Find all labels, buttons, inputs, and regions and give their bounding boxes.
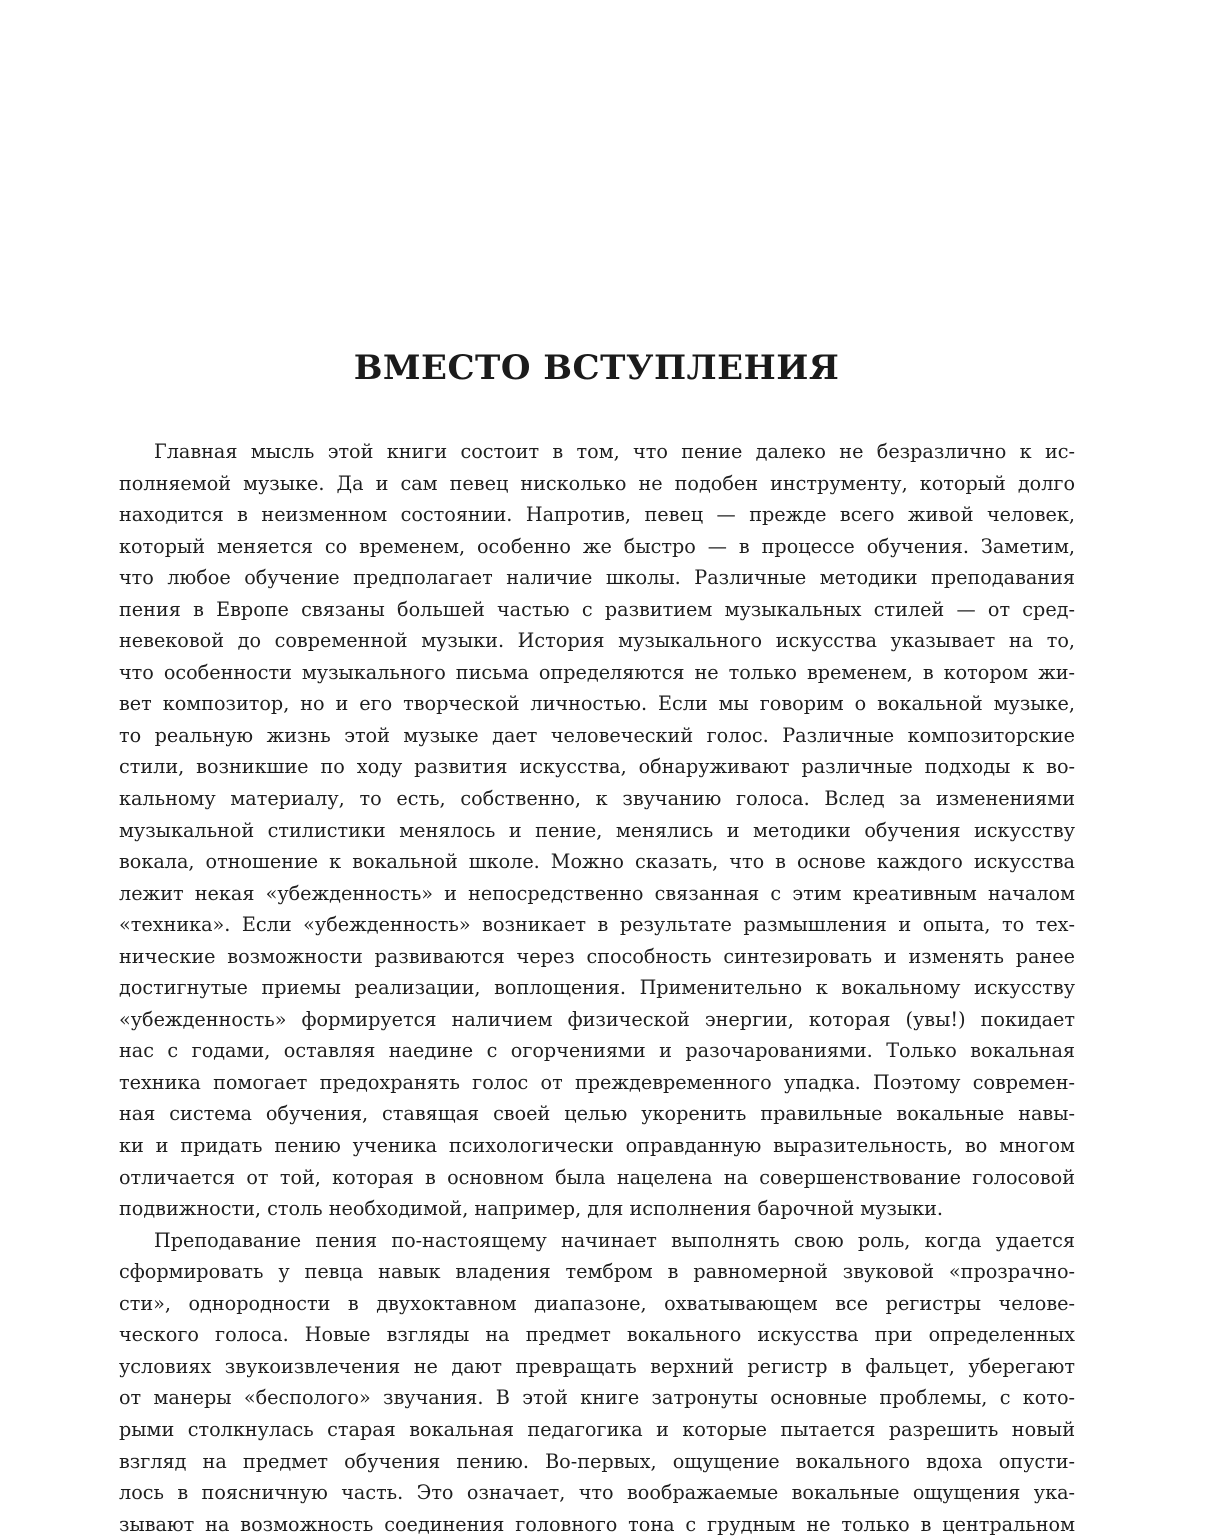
text-line: рыми столкнулась старая вокальная педагогика и которые пытается разрешить новый	[119, 1417, 1075, 1441]
text-line: техника помогает предохранять голос от преждевременного упадка. Поэтому современ-	[119, 1070, 1075, 1094]
text-line: кальному материалу, то есть, собственно, к звучанию голоса. Вслед за изменениями	[119, 787, 1075, 811]
text-line: невековой до современной музыки. История музыкального искусства указывает на то,	[119, 629, 1075, 653]
text-line: то реальную жизнь этой музыке дает человеческий голос. Различные композиторские	[119, 723, 1075, 747]
text-line: отличается от той, которая в основном была нацелена на совершенствование голосовой	[119, 1165, 1075, 1189]
page-title: ВМЕСТО ВСТУПЛЕНИЯ	[353, 348, 840, 388]
text-line: взгляд на предмет обучения пению. Во-первых, ощущение вокального вдоха опусти-	[119, 1449, 1075, 1473]
body-text	[119, 436, 1075, 1540]
text-line: лежит некая «убежденность» и непосредственно связанная с этим креативным началом	[119, 881, 1075, 905]
text-line: Преподавание пения по-настоящему начинает выполнять свою роль, когда удается	[154, 1228, 1075, 1252]
paragraph	[119, 436, 1075, 1225]
text-line: музыкальной стилистики менялось и пение, менялись и методики обучения искусству	[119, 818, 1075, 842]
text-line: стили, возникшие по ходу развития искусства, обнаруживают различные подходы к во-	[119, 755, 1075, 779]
text-line: «техника». Если «убежденность» возникает в результате размышления и опыта, то тех-	[119, 913, 1075, 937]
text-line: зывают на возможность соединения головного тона с грудным не только в центральном	[119, 1512, 1075, 1536]
text-line: ческого голоса. Новые взгляды на предмет вокального искусства при определенных	[119, 1323, 1075, 1347]
text-line: достигнутые приемы реализации, воплощения. Применительно к вокальному искусству	[119, 976, 1075, 1000]
text-line: условиях звукоизвлечения не дают превращать верхний регистр в фальцет, уберегают	[119, 1354, 1075, 1378]
text-line: вет композитор, но и его творческой личностью. Если мы говорим о вокальной музыке,	[119, 692, 1075, 716]
text-line: сти», однородности в двухоктавном диапазоне, охватывающем все регистры челове-	[119, 1291, 1075, 1315]
text-line: нас с годами, оставляя наедине с огорчениями и разочарованиями. Только вокальная	[119, 1039, 1075, 1063]
text-line: полняемой музыке. Да и сам певец нисколько не подобен инструменту, который долго	[119, 471, 1075, 495]
text-line: сформировать у певца навык владения тембром в равномерной звуковой «прозрачно-	[119, 1260, 1075, 1284]
text-line: подвижности, столь необходимой, например, для исполнения барочной музыки.	[119, 1197, 944, 1221]
text-line: от манеры «бесполого» звучания. В этой книге затронуты основные проблемы, с кото-	[119, 1386, 1075, 1410]
text-line: Главная мысль этой книги состоит в том, что пение далеко не безразлично к ис-	[154, 440, 1075, 463]
text-line: «убежденность» формируется наличием физической энергии, которая (увы!) покидает	[119, 1007, 1075, 1031]
text-line: который меняется со временем, особенно же быстро — в процессе обучения. Заметим,	[119, 534, 1075, 558]
text-line: вокала, отношение к вокальной школе. Можно сказать, что в основе каждого искусства	[119, 850, 1075, 874]
text-line: ная система обучения, ставящая своей целью укоренить правильные вокальные навы-	[119, 1102, 1075, 1126]
text-line: нические возможности развиваются через способность синтезировать и изменять ранее	[119, 944, 1075, 968]
text-line: ки и придать пению ученика психологически оправданную выразительность, во многом	[119, 1134, 1075, 1158]
text-line: находится в неизменном состоянии. Напротив, певец — прежде всего живой человек,	[119, 503, 1075, 527]
text-line: лось в поясничную часть. Это означает, что воображаемые вокальные ощущения ука-	[119, 1481, 1075, 1505]
paragraph	[119, 1225, 1075, 1540]
text-line: пения в Европе связаны большей частью с развитием музыкальных стилей — от сред-	[119, 597, 1075, 621]
text-line: что любое обучение предполагает наличие школы. Различные методики преподавания	[119, 566, 1075, 590]
text-line: что особенности музыкального письма определяются не только временем, в котором жи-	[119, 660, 1075, 684]
